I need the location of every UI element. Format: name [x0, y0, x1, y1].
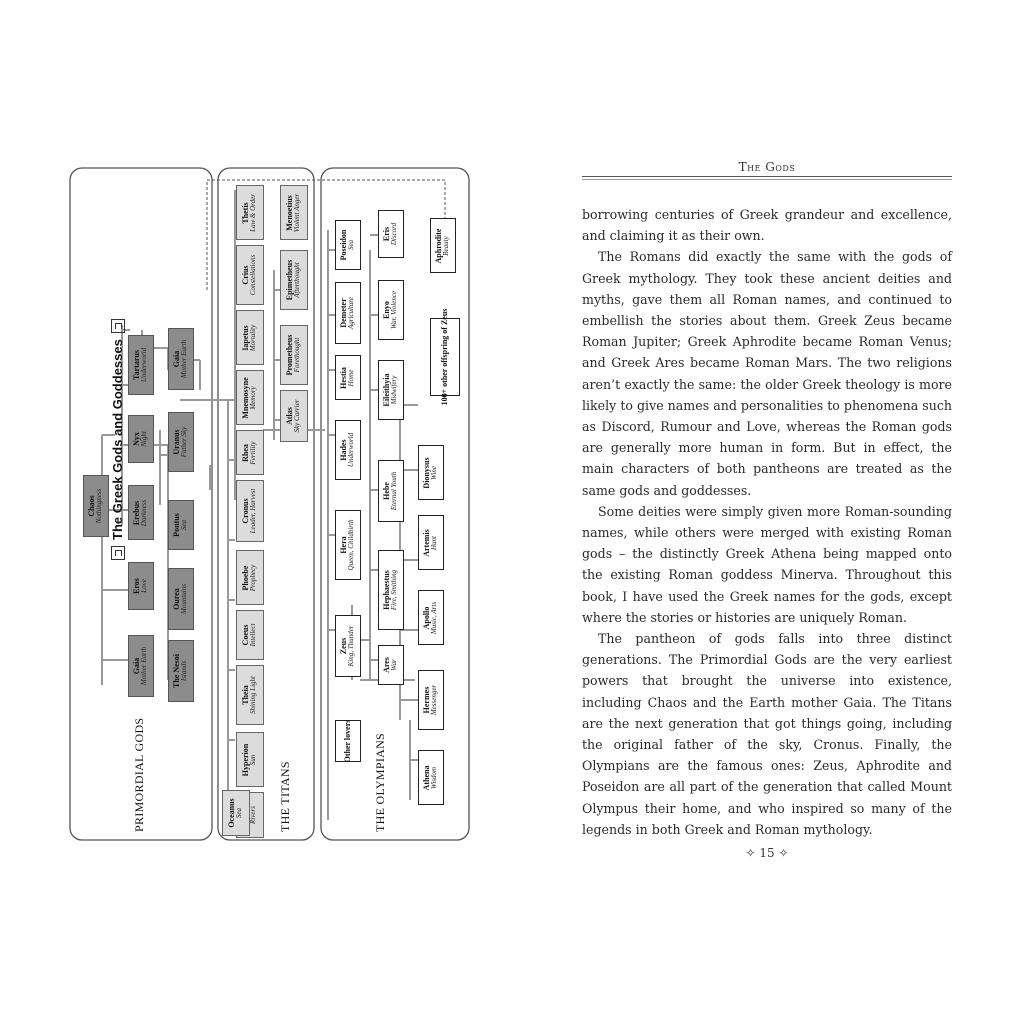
greek-key-icon — [111, 546, 125, 560]
god-hades: Hades Underworld — [335, 420, 361, 480]
god-artemis: Artemis Hunt — [418, 515, 444, 570]
god-atlas: Atlas Sky Carrier — [280, 390, 308, 442]
god-100-other-offspring: 100+ other offspring of Zeus — [430, 318, 460, 396]
god-uranus: Uranus Father Sky — [168, 412, 194, 472]
running-header: The Gods — [738, 160, 796, 174]
god-theia: Theia Shining Light — [236, 665, 264, 725]
god-epimetheus: Epimetheus Afterthought — [280, 250, 308, 310]
god-demeter: Demeter Agriculture — [335, 282, 361, 344]
god-iapetus: Iapetus Mortality — [236, 310, 264, 365]
god-pontus: Pontus Sea — [168, 500, 194, 550]
god-oceanus: Oceanus Sea — [222, 790, 250, 836]
header-rule-thin — [582, 179, 952, 180]
god-hermes: Hermes Messenger — [418, 670, 444, 730]
page-number: ✧ 15 ✧ — [745, 846, 789, 860]
family-tree-chart — [60, 160, 480, 850]
paragraph: The pantheon of gods falls into three distinct generations. The Primordial Gods are the very earliest powers that brought the universe into existence, including Chaos and the Earth mother Gaia. The Titans are the next generation that got things going, including the original father of the sky, Cronus. Finally, the Olympians are the famous ones: Zeus, Aphrodite and Poseidon are all part of the generation that called Mount Olympus their home, and who inspired so many of the legends in both Greek and Roman mythology. — [582, 631, 952, 837]
god-cronus: Cronus Leader, Harvest — [236, 480, 264, 542]
paragraph: borrowing centuries of Greek grandeur and excellence, and claiming it as their own. — [582, 207, 952, 244]
god-tartarus: Tartarus Underworld — [128, 335, 154, 395]
god-eris: Eris Discord — [378, 210, 404, 258]
god-hera: Hera Queen, Childbirth — [335, 510, 361, 580]
god-ourea: Ourea Mountains — [168, 568, 194, 630]
god-enyo: Enyo War, Violence — [378, 280, 404, 340]
god-thetis: Thetis Law & Order — [236, 185, 264, 240]
god-eileithyia: Eileithyia Midwifery — [378, 360, 404, 420]
god-erebus: Erebus Darkness — [128, 485, 154, 540]
tree-title-text: The Greek Gods and Goddesses — [110, 339, 125, 540]
god-apollo: Apollo Music, Arts — [418, 590, 444, 645]
god-zeus: Zeus King, Thunder — [335, 615, 361, 677]
section-label-olympians: THE OLYMPIANS — [373, 732, 387, 832]
god-athena: Athena Wisdom — [418, 750, 444, 805]
god-gaia-2: Gaia Mother Earth — [168, 328, 194, 390]
god-nyx: Nyx Night — [128, 415, 154, 463]
paragraph: The Romans did exactly the same with the gods of Greek mythology. They took these ancient deities and myths, gave them all Roman names, and continued to embellish the stories about them. Greek Zeus became Roman Jupiter; Greek Aphrodite became Roman Venus; and Greek Ares became Roman Mars. The two religions aren’t exactly the same: the older Greek theology is more likely to give names and personalities to phenomena such as Discord, Rumour and Love, whereas the Roman gods are generally more human in form. But in effect, the main characters of both pantheons are treated as the same gods and goddesses. — [582, 249, 952, 498]
header-rule — [582, 176, 952, 177]
body-text — [582, 204, 952, 840]
god-phoebe: Phoebe Prophecy — [236, 550, 264, 605]
god-chaos: Chaos Nothingness — [83, 475, 109, 537]
tree-title — [110, 319, 125, 560]
god-coeus: Coeus Intellect — [236, 610, 264, 660]
god-hebe: Hebe Eternal Youth — [378, 460, 404, 522]
god-the-nesoi: The Nesoi Islands — [168, 640, 194, 702]
god-rhea: Rhea Fertility — [236, 430, 264, 475]
god-tethys: Rivers — [236, 792, 264, 838]
section-label-titans: THE TITANS — [278, 761, 292, 832]
god-gaia: Gaia Mother Earth — [128, 635, 154, 697]
god-hestia: Hestia Home — [335, 355, 361, 400]
god-menoetius: Menoetius Violent Anger — [280, 185, 308, 240]
god-mnemosyne: Mnemosyne Memory — [236, 370, 264, 425]
god-dionysus: Dionysus Wine — [418, 445, 444, 500]
god-poseidon: Poseidon Sea — [335, 220, 361, 270]
greek-key-icon — [111, 319, 125, 333]
section-label-primordial: PRIMORDIAL GODS — [132, 717, 146, 832]
god-prometheus: Prometheus Forethought — [280, 325, 308, 385]
god-eros: Eros Love — [128, 562, 154, 610]
paragraph: Some deities were simply given more Roman-sounding names, while others were merged with existing Roman gods – the distinctly Greek Athena being mapped onto the existing Roman goddess Minerva. Throughout this book, I have used the Greek names for the gods, except where the stories or histories are uniquely Roman. — [582, 503, 952, 625]
god-other-lovers: Other lovers — [335, 720, 361, 762]
god-crius: Crius Constellations — [236, 245, 264, 305]
god-ares: Ares War — [378, 645, 404, 685]
god-aphrodite: Aphrodite Beauty — [430, 218, 456, 273]
god-hephaestus: Hephaestus Fire, Smithing — [378, 550, 404, 630]
god-hyperion: Hyperion Sun — [236, 732, 264, 787]
